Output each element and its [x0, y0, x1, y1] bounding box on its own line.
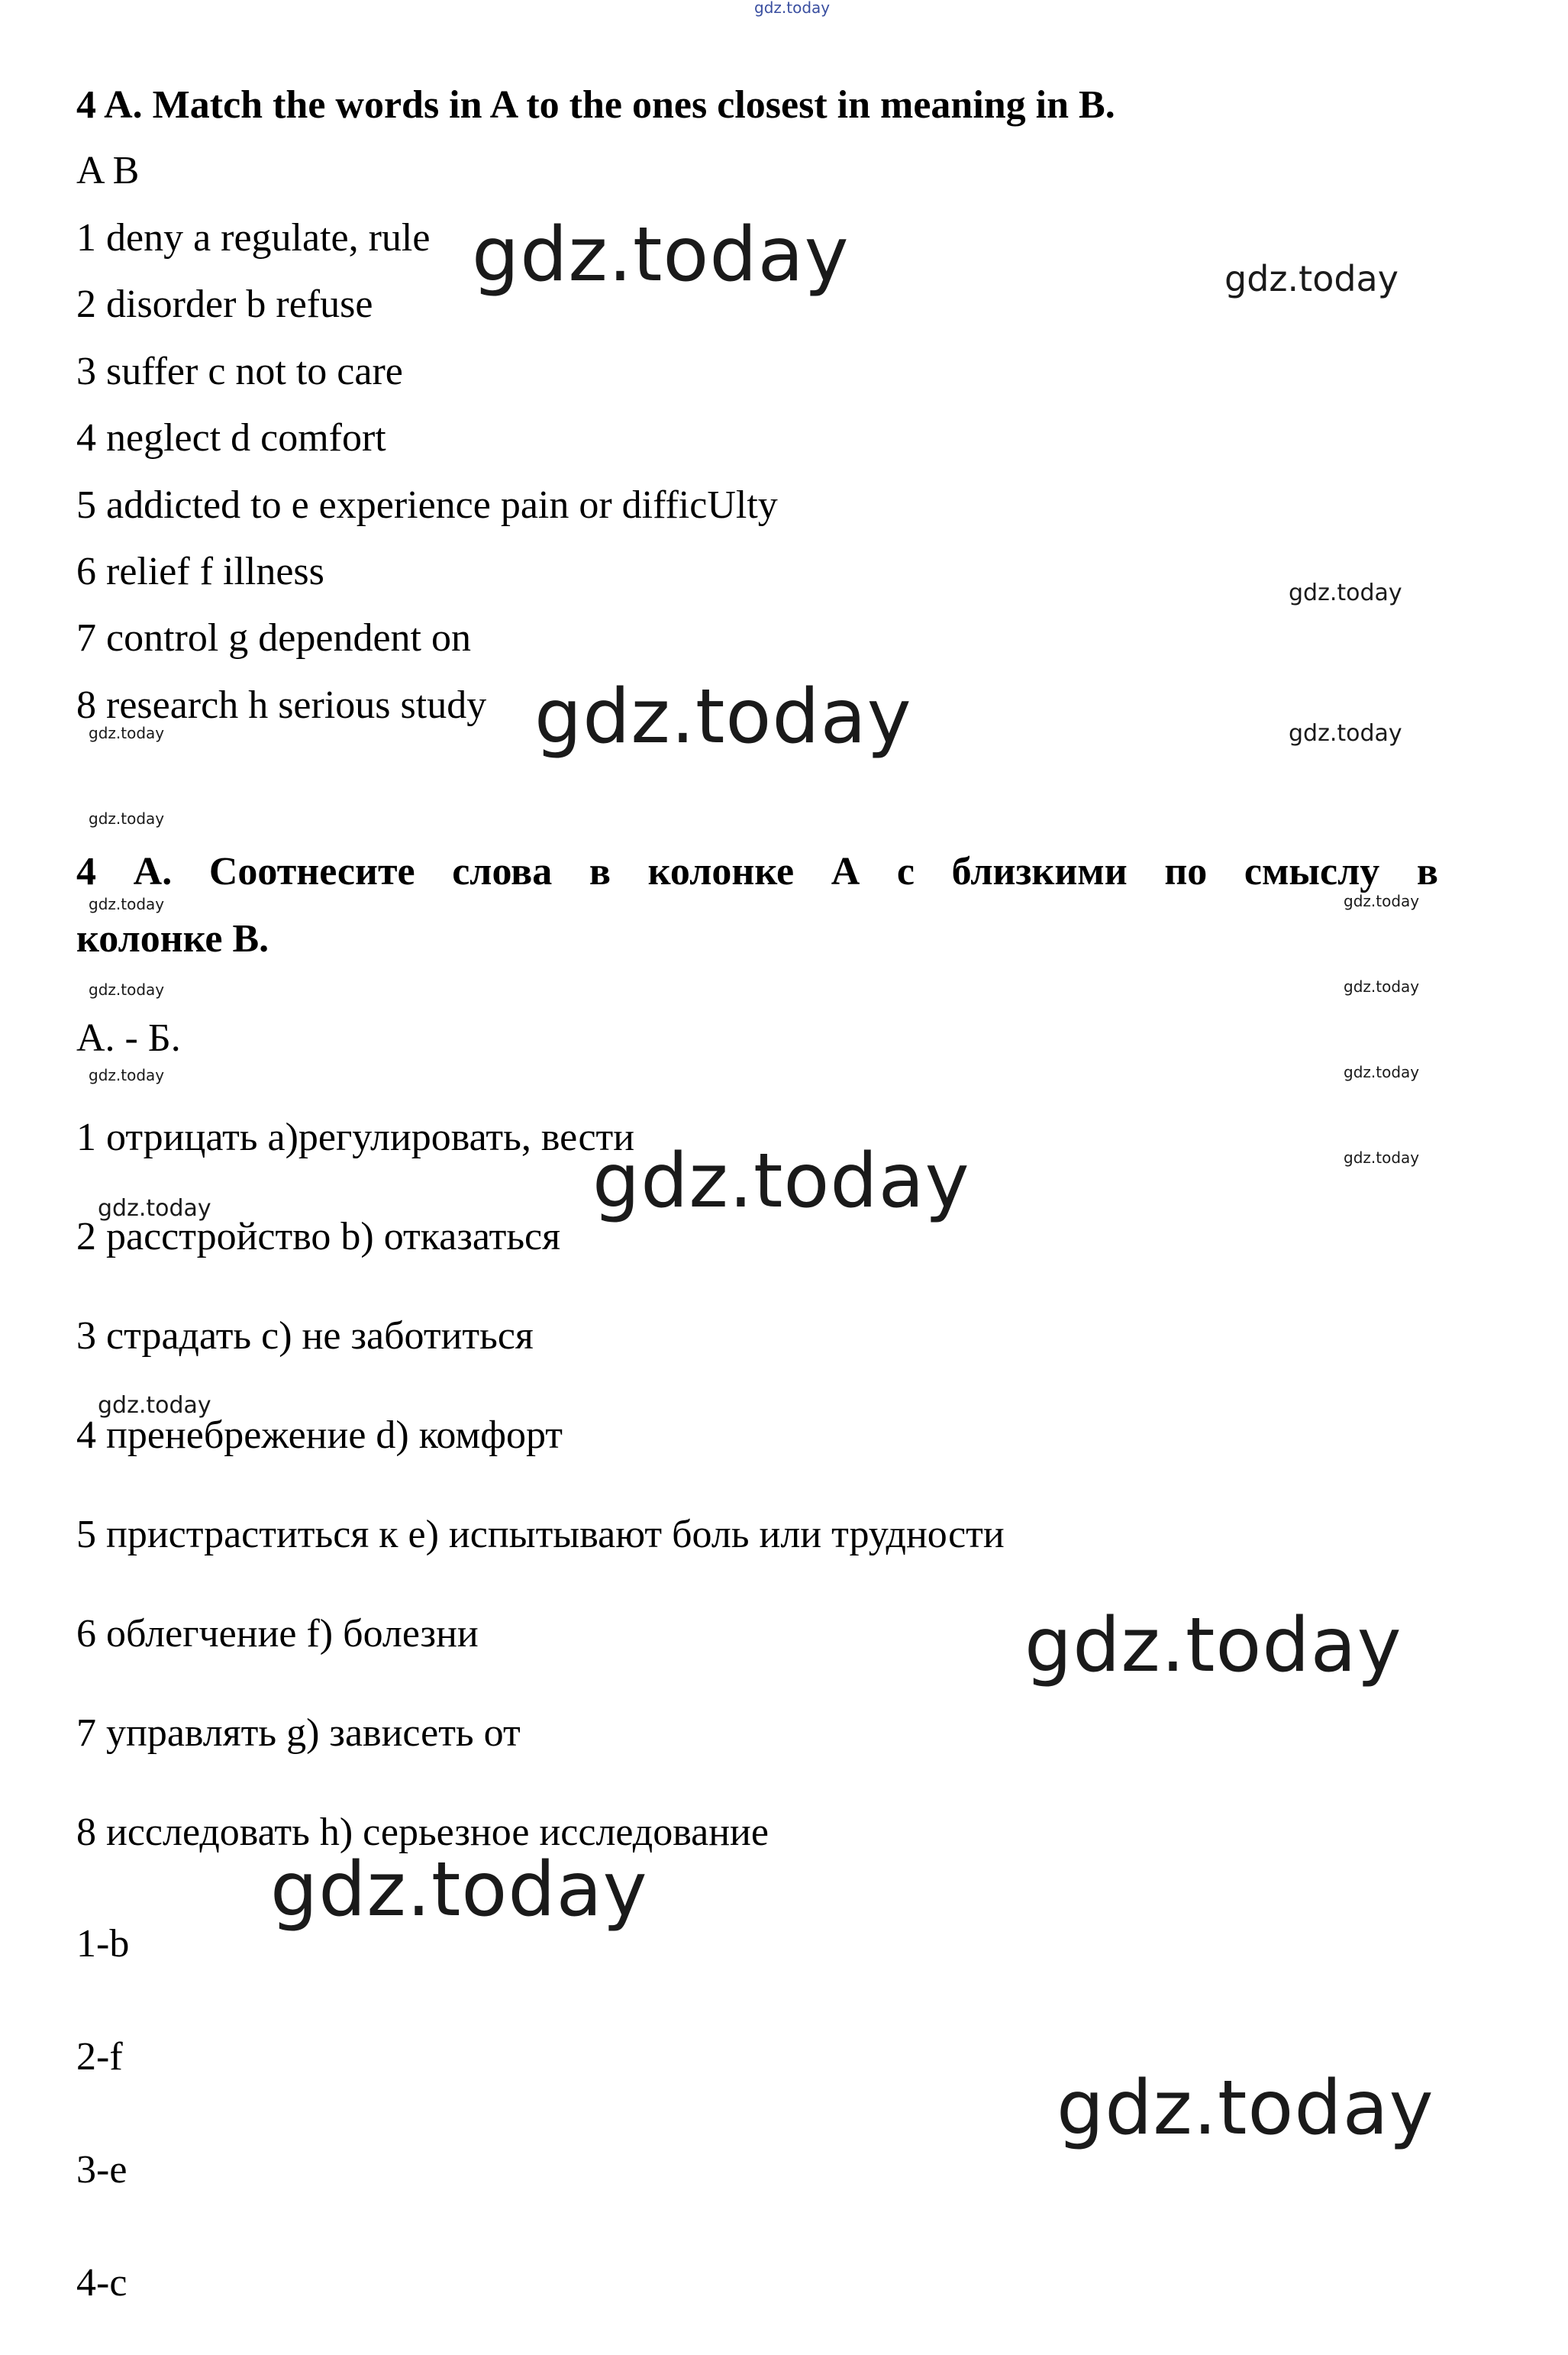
watermark: gdz.today	[1289, 720, 1402, 747]
watermark: gdz.today	[1024, 1602, 1402, 1689]
english-item: 5 addicted to e experience pain or difficUlty	[76, 483, 778, 527]
watermark: gdz.today	[89, 980, 165, 999]
watermark: gdz.today	[98, 1195, 211, 1222]
watermark: gdz.today	[89, 1066, 165, 1084]
watermark: gdz.today	[1289, 580, 1402, 606]
english-item: 4 neglect d comfort	[76, 416, 386, 460]
english-heading: 4 A. Match the words in A to the ones closest in meaning in B.	[76, 83, 1115, 127]
watermark: gdz.today	[89, 895, 165, 913]
russian-item: 8 исследовать h) серьезное исследование	[76, 1811, 769, 1854]
watermark: gdz.today	[89, 724, 165, 742]
russian-item: 1 отрицать а)регулировать, вести	[76, 1116, 635, 1159]
english-item: 6 relief f illness	[76, 550, 324, 593]
answer-item: 3-e	[76, 2148, 127, 2192]
watermark: gdz.today	[98, 1392, 211, 1419]
watermark: gdz.today	[1344, 977, 1420, 996]
watermark: gdz.today	[472, 212, 850, 299]
english-item: 2 disorder b refuse	[76, 283, 373, 326]
russian-item: 5 пристраститься к e) испытывают боль или трудности	[76, 1513, 1005, 1556]
russian-item: 7 управлять g) зависеть от	[76, 1711, 521, 1755]
watermark: gdz.today	[1057, 2065, 1434, 2152]
russian-item: 4 пренебрежение d) комфорт	[76, 1413, 563, 1457]
english-item: 3 suffer c not to care	[76, 350, 403, 393]
english-item: 8 research h serious study	[76, 683, 487, 727]
watermark: gdz.today	[89, 809, 165, 828]
russian-item: 6 облегчение f) болезни	[76, 1612, 479, 1656]
answer-item: 2-f	[76, 2035, 123, 2079]
watermark: gdz.today	[592, 1138, 970, 1225]
watermark: gdz.today	[1224, 258, 1399, 299]
watermark: gdz.today	[1344, 1063, 1420, 1081]
russian-heading: 4 А. Соотнесите слова в колонке А с близкими по смыслу в	[76, 850, 1438, 893]
russian-heading-cont: колонке В.	[76, 917, 269, 961]
answer-item: 1-b	[76, 1922, 130, 1966]
watermark: gdz.today	[754, 0, 831, 17]
watermark: gdz.today	[1344, 1148, 1420, 1167]
english-item: 1 deny a regulate, rule	[76, 216, 431, 260]
watermark: gdz.today	[534, 674, 912, 761]
english-columns: A B	[76, 149, 140, 192]
english-item: 7 control g dependent on	[76, 616, 471, 660]
russian-item: 2 расстройство b) отказаться	[76, 1215, 561, 1258]
answer-item: 4-c	[76, 2261, 127, 2305]
watermark: gdz.today	[1344, 892, 1420, 910]
russian-columns: А. - Б.	[76, 1016, 181, 1060]
russian-item: 3 страдать c) не заботиться	[76, 1314, 534, 1358]
watermark: gdz.today	[270, 1846, 648, 1933]
